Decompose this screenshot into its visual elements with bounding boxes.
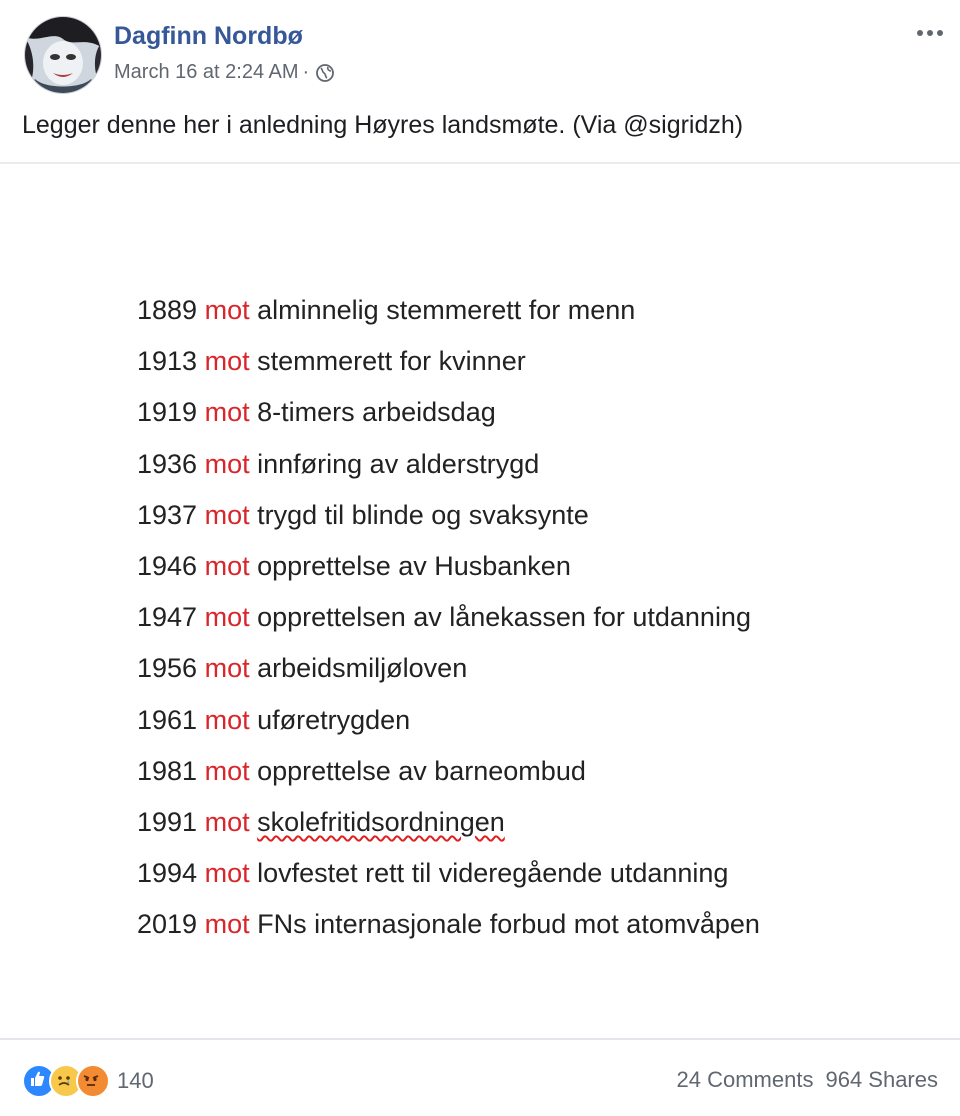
list-item [137, 601, 760, 652]
item-keyword: mot [204, 806, 250, 837]
list-item [137, 908, 760, 959]
item-keyword: mot [204, 295, 250, 325]
item-year: 2019 [137, 909, 198, 940]
avatar-image [25, 17, 101, 93]
list-item [137, 550, 760, 601]
list-item [137, 499, 760, 550]
item-year: 1913 [137, 346, 198, 377]
author-name[interactable]: Dagfinn Nordbø [114, 22, 303, 50]
item-keyword: mot [204, 858, 250, 889]
item-description: lovfestet rett til videregående utdanning [257, 858, 729, 889]
item-keyword: mot [204, 499, 250, 530]
post-header [20, 14, 950, 94]
item-year: 1889 [137, 295, 198, 325]
item-description: opprettelse av Husbanken [257, 550, 571, 581]
list-item [137, 857, 760, 908]
more-dot-icon [927, 30, 933, 36]
item-keyword: mot [204, 397, 250, 428]
item-keyword: mot [204, 448, 250, 479]
item-year: 1936 [137, 448, 198, 479]
post-text: Legger denne her i anledning Høyres landsmøte. (Via @sigridzh) [22, 111, 744, 139]
item-year: 1991 [137, 806, 198, 837]
list-item [137, 652, 760, 703]
list-item [137, 294, 760, 345]
reactions-summary[interactable] [22, 1064, 154, 1098]
more-options-button[interactable] [910, 18, 950, 48]
item-keyword: mot [204, 909, 250, 940]
item-description: arbeidsmiljøloven [257, 653, 468, 684]
comments-link[interactable]: 24 Comments [676, 1067, 814, 1092]
post-image[interactable] [0, 164, 960, 1038]
shares-link[interactable]: 964 Shares [825, 1067, 938, 1092]
item-description: alminnelig stemmerett for menn [257, 295, 636, 325]
globe-icon[interactable] [315, 63, 335, 83]
reaction-count: 140 [117, 1068, 154, 1093]
item-description: opprettelsen av lånekassen for utdanning [257, 602, 751, 633]
item-year: 1946 [137, 550, 198, 581]
history-list [137, 294, 760, 959]
list-item [137, 345, 760, 396]
post-footer [0, 1040, 960, 1116]
item-year: 1981 [137, 755, 198, 786]
item-year: 1937 [137, 499, 198, 530]
item-year: 1961 [137, 704, 198, 735]
list-item [137, 755, 760, 806]
item-keyword: mot [204, 653, 250, 684]
author-avatar[interactable] [24, 16, 102, 94]
item-keyword: mot [204, 550, 250, 581]
list-item [137, 396, 760, 447]
item-description: trygd til blinde og svaksynte [257, 499, 589, 530]
post-timestamp[interactable]: March 16 at 2:24 AM [114, 61, 299, 83]
item-keyword: mot [204, 602, 250, 633]
list-item [137, 806, 760, 857]
item-keyword: mot [204, 346, 250, 377]
item-description: skolefritidsordningen [257, 806, 505, 837]
post-meta [114, 61, 335, 84]
item-description: stemmerett for kvinner [257, 346, 526, 377]
item-description: 8-timers arbeidsdag [257, 397, 496, 428]
angry-icon [76, 1064, 110, 1098]
meta-separator: · [302, 61, 310, 83]
item-year: 1956 [137, 653, 198, 684]
item-description: opprettelse av barneombud [257, 755, 586, 786]
list-item [137, 448, 760, 499]
item-year: 1994 [137, 858, 198, 889]
item-year: 1919 [137, 397, 198, 428]
item-keyword: mot [204, 755, 250, 786]
post-stats [677, 1067, 938, 1093]
item-description: uføretrygden [257, 704, 411, 735]
more-dot-icon [937, 30, 943, 36]
item-year: 1947 [137, 602, 198, 633]
more-dot-icon [917, 30, 923, 36]
list-item [137, 704, 760, 755]
item-keyword: mot [204, 704, 250, 735]
item-description: FNs internasjonale forbud mot atomvåpen [257, 909, 760, 940]
item-description: innføring av alderstrygd [257, 448, 540, 479]
